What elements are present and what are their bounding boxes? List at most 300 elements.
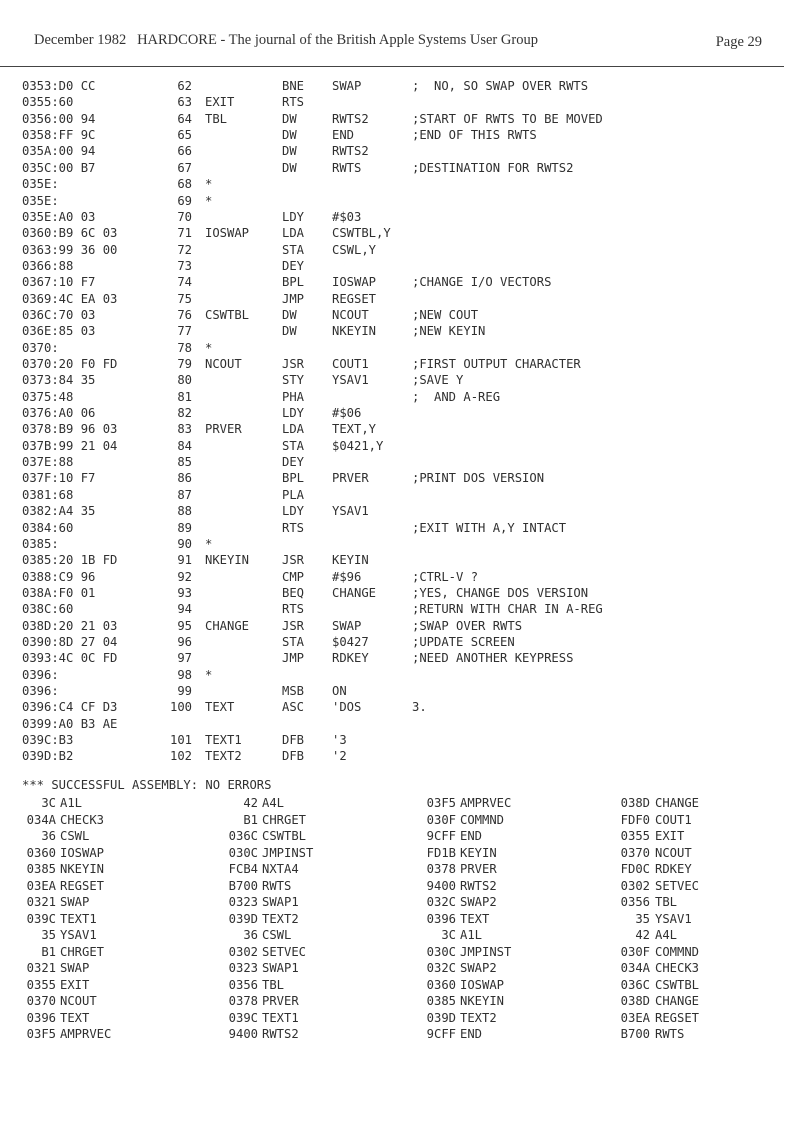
listing-line-number: 83 [177,422,192,437]
symbol-value: 9CFF [426,829,456,843]
symbol-value: 9400 [426,878,456,893]
listing-operand: TEXT,Y [332,422,377,437]
listing-opcode: LDY [282,406,305,420]
symbol-name: CHECK3 [655,961,700,975]
listing-row [0,259,800,275]
listing-row [0,651,800,667]
listing-comment: 3. [412,700,427,715]
symbol-value: 35 [635,911,650,926]
symbol-value: 039C [228,1010,258,1025]
listing-line-number: 84 [177,438,192,453]
listing-line-number: 70 [177,209,192,224]
listing-row [0,341,800,357]
symbol-value: 36 [41,829,56,843]
listing-row [0,717,800,733]
symbol-name: IOSWAP [460,977,505,992]
listing-opcode: JSR [282,553,305,568]
listing-row [0,439,800,455]
symbol-name: SETVEC [655,878,700,893]
listing-opcode: RTS [282,602,305,617]
listing-address: 035A:00 94 [22,144,96,159]
listing-line-number: 101 [169,733,192,747]
listing-operand: ON [332,684,347,698]
listing-opcode: JMP [282,291,305,306]
symbol-value: 038D [620,796,650,810]
listing-operand: NKEYIN [332,324,377,339]
listing-address: 0381:68 [22,487,74,502]
listing-opcode: PHA [282,389,305,404]
listing-address: 038A:F0 01 [22,585,96,600]
listing-row [0,292,800,308]
listing-address: 038C:60 [22,602,74,617]
symbol-name: COUT1 [655,812,692,827]
listing-line-number: 76 [177,307,192,322]
symbol-name: SWAP1 [262,895,299,909]
symbol-value: 42 [243,796,258,810]
listing-row [0,521,800,537]
listing-address: 0396: [22,667,59,682]
listing-opcode: DW [282,128,297,143]
listing-opcode: DFB [282,733,305,747]
symbol-name: CHRGET [262,812,307,827]
listing-line-number: 97 [177,651,192,666]
listing-operand: 'DOS [332,700,362,715]
symbol-name: CSWTBL [655,977,700,992]
listing-line-number: 75 [177,291,192,306]
listing-line-number: 66 [177,144,192,159]
listing-comment: ;SAVE Y [412,373,464,388]
listing-label: TEXT [205,700,235,715]
symbol-name: CSWL [60,829,90,843]
symbol-value: 034A [620,961,650,975]
listing-operand: SWAP [332,79,362,93]
listing-operand: '2 [332,749,347,764]
listing-opcode: ASC [282,700,305,715]
symbol-name: A4L [655,928,678,942]
listing-operand: $0421,Y [332,438,384,453]
listing-opcode: BPL [282,275,305,290]
listing-address: 0376:A0 06 [22,406,96,420]
symbol-value: 036C [620,977,650,992]
listing-row [0,324,800,340]
symbol-name: IOSWAP [60,845,105,860]
listing-row [0,733,800,749]
listing-comment: ;CTRL-V ? [412,569,479,584]
symbol-row [0,895,800,911]
listing-label: * [205,667,213,682]
symbol-value: FCB4 [228,862,258,876]
symbol-name: TBL [262,977,285,992]
symbol-value: B700 [228,878,258,893]
listing-operand: CSWL,Y [332,242,377,257]
symbol-value: 35 [41,928,56,942]
symbol-name: YSAV1 [60,928,97,942]
listing-operand: #$96 [332,569,362,584]
listing-label: * [205,340,213,355]
listing-opcode: JSR [282,357,305,371]
listing-opcode: DW [282,144,297,159]
listing-comment: ;NEW KEYIN [412,324,486,339]
listing-label: IOSWAP [205,226,250,241]
symbol-name: EXIT [655,829,685,843]
symbol-value: 034A [26,812,56,827]
symbol-row [0,1027,800,1043]
listing-opcode: STA [282,242,305,257]
listing-label: EXIT [205,95,235,110]
listing-line-number: 67 [177,160,192,175]
symbol-name: CSWTBL [262,829,307,843]
listing-address: 0393:4C 0C FD [22,651,118,666]
listing-opcode: JMP [282,651,305,666]
listing-row [0,194,800,210]
symbol-value: 0355 [26,977,56,992]
symbol-name: A1L [460,928,483,942]
listing-address: 039C:B3 [22,733,74,747]
symbol-value: 0370 [26,994,56,1008]
listing-address: 037E:88 [22,455,74,470]
listing-address: 0366:88 [22,258,74,273]
listing-line-number: 79 [177,357,192,371]
listing-operand: CHANGE [332,585,377,600]
symbol-row [0,879,800,895]
listing-address: 0358:FF 9C [22,128,96,143]
symbol-row [0,994,800,1010]
listing-operand: REGSET [332,291,377,306]
symbol-name: A4L [262,796,285,810]
symbol-name: NXTA4 [262,862,299,876]
listing-address: 0399:A0 B3 AE [22,716,118,731]
listing-operand: COUT1 [332,357,369,371]
listing-row [0,684,800,700]
listing-line-number: 82 [177,406,192,420]
listing-address: 0373:84 35 [22,373,96,388]
symbol-name: CHANGE [655,796,700,810]
listing-line-number: 63 [177,95,192,110]
symbol-name: EXIT [60,977,90,992]
listing-operand: RWTS [332,160,362,175]
symbol-value: 0323 [228,895,258,909]
listing-row [0,619,800,635]
symbol-name: TEXT2 [460,1010,497,1025]
listing-label: CSWTBL [205,307,250,322]
symbol-name: CHRGET [60,944,105,959]
listing-row [0,602,800,618]
listing-opcode: PLA [282,487,305,502]
listing-address: 0353:D0 CC [22,79,96,93]
listing-address: 0378:B9 96 03 [22,422,118,437]
listing-opcode: RTS [282,520,305,535]
symbol-name: TEXT2 [262,911,299,926]
listing-row [0,144,800,160]
symbol-row [0,846,800,862]
listing-opcode: DEY [282,258,305,273]
symbol-name: SWAP [60,961,90,975]
listing-address: 037F:10 F7 [22,471,96,486]
listing-row [0,668,800,684]
listing-operand: SWAP [332,618,362,633]
symbol-name: RWTS [655,1027,685,1041]
listing-line-number: 88 [177,504,192,519]
symbol-value: 0321 [26,895,56,909]
listing-address: 0388:C9 96 [22,569,96,584]
listing-opcode: DW [282,324,297,339]
symbol-name: SWAP1 [262,961,299,975]
symbol-value: 0385 [426,994,456,1008]
symbol-value: FD0C [620,862,650,876]
symbol-name: NCOUT [655,845,692,860]
symbol-name: END [460,829,483,843]
listing-label: CHANGE [205,618,250,633]
symbol-row [0,945,800,961]
listing-comment: ;DESTINATION FOR RWTS2 [412,160,574,175]
listing-operand: CSWTBL,Y [332,226,391,241]
symbol-value: 0321 [26,961,56,975]
listing-opcode: DW [282,111,297,126]
symbol-name: CHECK3 [60,812,105,827]
listing-row [0,161,800,177]
symbol-name: RWTS2 [262,1027,299,1041]
symbol-value: B1 [41,944,56,959]
symbol-value: 36 [243,928,258,942]
symbol-name: SETVEC [262,944,307,959]
symbol-row [0,978,800,994]
listing-line-number: 77 [177,324,192,339]
symbol-name: TBL [655,895,678,909]
listing-address: 0375:48 [22,389,74,404]
listing-comment: ;CHANGE I/O VECTORS [412,275,552,290]
listing-operand: NCOUT [332,307,369,322]
symbol-value: 03EA [620,1010,650,1025]
listing-address: 0356:00 94 [22,111,96,126]
listing-address: 0370: [22,340,59,355]
listing-opcode: MSB [282,684,305,698]
listing-address: 0382:A4 35 [22,504,96,519]
symbol-value: 030C [426,944,456,959]
symbol-name: COMMND [655,944,700,959]
symbol-name: END [460,1027,483,1041]
symbol-value: 036C [228,829,258,843]
symbol-name: REGSET [655,1010,700,1025]
listing-line-number: 87 [177,487,192,502]
listing-address: 036E:85 03 [22,324,96,339]
listing-row [0,95,800,111]
symbol-name: KEYIN [460,845,497,860]
listing-line-number: 94 [177,602,192,617]
symbol-name: NCOUT [60,994,97,1008]
listing-line-number: 64 [177,111,192,126]
listing-row [0,112,800,128]
listing-line-number: 102 [169,749,192,764]
listing-label: TBL [205,111,228,126]
symbol-name: TEXT1 [262,1010,299,1025]
listing-line-number: 74 [177,275,192,290]
listing-address: 037B:99 21 04 [22,438,118,453]
listing-row [0,635,800,651]
assembly-summary: *** SUCCESSFUL ASSEMBLY: NO ERRORS [22,778,272,792]
listing-opcode: LDY [282,504,305,519]
symbol-value: B1 [243,812,258,827]
symbol-value: 0360 [426,977,456,992]
listing-line-number: 71 [177,226,192,241]
listing-operand: PRVER [332,471,369,486]
listing-opcode: STA [282,438,305,453]
listing-comment: ;UPDATE SCREEN [412,634,515,649]
symbol-value: 42 [635,928,650,942]
symbol-value: 03F5 [426,796,456,810]
listing-opcode: CMP [282,569,305,584]
symbol-name: AMPRVEC [60,1027,112,1041]
listing-row [0,128,800,144]
symbol-value: B700 [620,1027,650,1041]
symbol-row [0,1011,800,1027]
symbol-row [0,829,800,845]
listing-address: 035E:A0 03 [22,209,96,224]
symbol-value: 039C [26,911,56,926]
symbol-value: 9400 [228,1027,258,1041]
symbol-value: 03F5 [26,1027,56,1041]
symbol-name: PRVER [460,862,497,876]
listing-row [0,586,800,602]
symbol-value: 0302 [228,944,258,959]
symbol-name: NKEYIN [460,994,505,1008]
symbol-value: FD1B [426,845,456,860]
symbol-name: TEXT [60,1010,90,1025]
listing-row [0,210,800,226]
listing-opcode: STY [282,373,305,388]
symbol-name: YSAV1 [655,911,692,926]
listing-row [0,700,800,716]
listing-row [0,357,800,373]
symbol-value: 039D [426,1010,456,1025]
symbol-value: 030C [228,845,258,860]
listing-comment: ;END OF THIS RWTS [412,128,537,143]
symbol-name: TEXT [460,911,490,926]
symbol-name: CHANGE [655,994,700,1008]
symbol-name: RDKEY [655,862,692,876]
listing-label: * [205,193,213,208]
listing-row [0,570,800,586]
listing-line-number: 89 [177,520,192,535]
listing-label: NKEYIN [205,553,250,568]
listing-opcode: DFB [282,749,305,764]
symbol-value: 0385 [26,862,56,876]
symbol-name: JMPINST [262,845,314,860]
listing-operand: #$03 [332,209,362,224]
symbol-row [0,796,800,812]
listing-operand: KEYIN [332,553,369,568]
listing-row [0,373,800,389]
symbol-name: NKEYIN [60,862,105,876]
listing-address: 035E: [22,177,59,192]
symbol-row [0,912,800,928]
listing-address: 0385:20 1B FD [22,553,118,568]
listing-comment: ; NO, SO SWAP OVER RWTS [412,79,589,93]
symbol-value: 3C [441,928,456,942]
listing-line-number: 80 [177,373,192,388]
listing-opcode: LDA [282,422,305,437]
symbol-name: REGSET [60,878,105,893]
listing-address: 0396:C4 CF D3 [22,700,118,715]
listing-line-number: 86 [177,471,192,486]
symbol-row [0,862,800,878]
listing-comment: ;RETURN WITH CHAR IN A-REG [412,602,603,617]
listing-line-number: 69 [177,193,192,208]
symbol-name: COMMND [460,812,505,827]
listing-row [0,275,800,291]
listing-address: 0384:60 [22,520,74,535]
listing-line-number: 62 [177,79,192,93]
listing-operand: RWTS2 [332,111,369,126]
listing-address: 0390:8D 27 04 [22,634,118,649]
listing-opcode: DW [282,160,297,175]
listing-label: * [205,536,213,551]
symbol-value: 0356 [228,977,258,992]
listing-comment: ;PRINT DOS VERSION [412,471,545,486]
listing-row [0,537,800,553]
listing-line-number: 91 [177,553,192,568]
symbol-row [0,961,800,977]
symbol-name: AMPRVEC [460,796,512,810]
listing-address: 0363:99 36 00 [22,242,118,257]
listing-line-number: 68 [177,177,192,192]
listing-label: TEXT1 [205,733,242,747]
listing-address: 038D:20 21 03 [22,618,118,633]
listing-row [0,177,800,193]
listing-comment: ; AND A-REG [412,389,501,404]
listing-opcode: JSR [282,618,305,633]
listing-operand: RWTS2 [332,144,369,159]
listing-line-number: 99 [177,684,192,698]
symbol-value: 0378 [426,862,456,876]
symbol-name: SWAP2 [460,895,497,909]
symbol-name: RWTS [262,878,292,893]
symbol-row [0,813,800,829]
listing-label: NCOUT [205,357,242,371]
listing-operand: RDKEY [332,651,369,666]
listing-row [0,243,800,259]
listing-opcode: RTS [282,95,305,110]
listing-row [0,749,800,765]
listing-row [0,226,800,242]
listing-row [0,488,800,504]
listing-operand: YSAV1 [332,504,369,519]
symbol-value: 030F [620,944,650,959]
listing-label: * [205,177,213,192]
listing-comment: ;YES, CHANGE DOS VERSION [412,585,589,600]
symbol-name: SWAP [60,895,90,909]
listing-opcode: STA [282,634,305,649]
listing-comment: ;NEW COUT [412,307,479,322]
listing-line-number: 65 [177,128,192,143]
symbol-name: TEXT1 [60,911,97,926]
listing-comment: ;START OF RWTS TO BE MOVED [412,111,603,126]
symbol-value: 038D [620,994,650,1008]
header-title: December 1982 HARDCORE - The journal of the British Apple Systems User Group [34,32,538,48]
listing-opcode: LDY [282,209,305,224]
listing-row [0,79,800,95]
listing-comment: ;FIRST OUTPUT CHARACTER [412,357,581,371]
symbol-name: A1L [60,796,83,810]
listing-line-number: 100 [169,700,192,715]
listing-address: 0355:60 [22,95,74,110]
listing-line-number: 90 [177,536,192,551]
page-number: Page 29 [715,34,762,50]
symbol-name: RWTS2 [460,878,497,893]
listing-row [0,471,800,487]
symbol-value: 9CFF [426,1027,456,1041]
symbol-value: 0396 [426,911,456,926]
symbol-value: 0360 [26,845,56,860]
